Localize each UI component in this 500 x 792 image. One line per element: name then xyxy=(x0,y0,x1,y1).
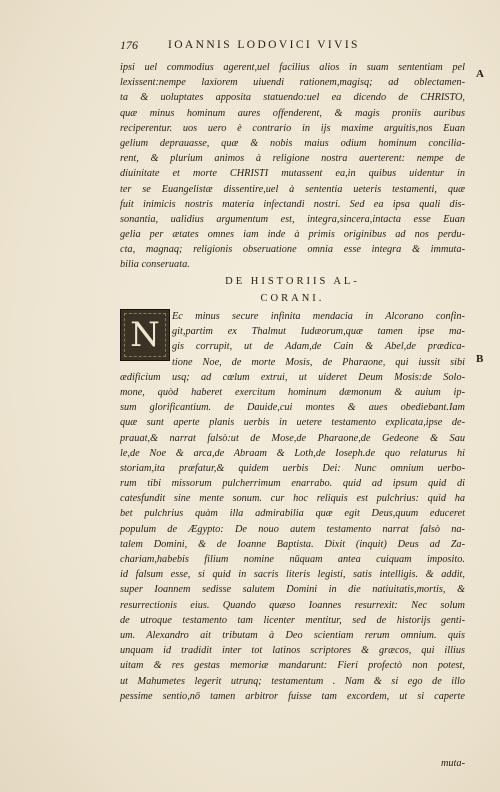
text-line: de utroque testamento tam licenter mentitur, sed de historijs genti- xyxy=(120,614,465,626)
text-line: gelia per ætates omnes iam inde à primis originibus ad nos perdu- xyxy=(120,229,465,241)
catchword: muta- xyxy=(440,758,465,769)
section-heading-line-2: CORANI. xyxy=(260,293,325,304)
text-line: lexissent:nempe laxiorem uiuendi rationem,magisq; ad oblectamen- xyxy=(120,77,465,89)
text-line: tione Noe, de morte Mosis, de Pharaone, qui iussit sibi xyxy=(172,356,465,368)
text-line: ædificium usq; ad cœlum extrui, ut uideret Deum Mosis:de Solo- xyxy=(120,371,465,383)
text-line: storiam,ita præfatur,& quidem uerbis Dei: Nunc omnium uerbo- xyxy=(120,462,465,474)
text-line: git,partim ex Thalmut Iudæorum,quæ tamen ipse ma- xyxy=(172,326,465,338)
running-head: IOANNIS LODOVICI VIVIS xyxy=(168,39,360,51)
text-line: prauat,& narrat falsò:ut de Mose,de Pharaone,de Gedeone & Sau xyxy=(120,432,465,444)
text-line: quæ sunt aperte planis uerbis in uetere testamento explicata,ipse de- xyxy=(120,417,465,429)
text-line: bilia conseruata. xyxy=(120,259,190,271)
text-line: unquam id tradidit inter tot latinos scriptores & græcos, qui illius xyxy=(120,645,465,657)
paragraph-2 xyxy=(120,309,465,704)
text-line: rent, & plurium animos à religione nostra auerterent: nempe de xyxy=(120,153,465,165)
text-line: rum tibi missorum pulcherrimum enarrabo. quid ad ipsum quid di xyxy=(120,478,465,490)
margin-note-b: B xyxy=(476,353,484,365)
text-line: cta, magnaq; religionis obseruatione omnia esse integra & immuta- xyxy=(120,244,465,256)
page-number: 176 xyxy=(120,38,138,52)
text-line: catesfundit sine mente sonum. cur hoc reliquis est pulchrius: quid ha xyxy=(120,493,465,505)
text-line: talem Domini, & de Ioanne Baptista. Dixit (inquit) Deus ad Za- xyxy=(120,538,465,550)
paragraph-1 xyxy=(120,60,465,273)
text-line: chariam,habebis filium nomine nūquam antea cuiquam imposito. xyxy=(120,554,465,565)
text-line: ut Mahumetes legerit utrunq; testamentum . Nam & si ego de illo xyxy=(120,675,465,687)
margin-note-a: A xyxy=(476,68,484,80)
text-line: sum glorificantium. de Dauide,cui montes & aues obediebant.Iam xyxy=(120,402,465,414)
text-line: le,de Noe & arca,de Abraam & Loth,de Ioseph.de quo relaturus hi xyxy=(120,447,465,459)
text-line: mone, quòd haberet exercitum hominum dæmonum & auium ip- xyxy=(120,386,465,398)
text-line: fuit inimicis nostris materia infectandi nostri. Sed ea ipsa quali dis- xyxy=(120,198,465,210)
text-line: sonantia, ualidius argumentum est, integra,sincera,intacta esse Euan xyxy=(120,213,465,225)
text-line: id falsum esse, si quid in sacris literis legisti, satis intelligis. & addit, xyxy=(120,569,465,581)
text-line: Ec minus secure infinita mendacia in Alcorano confin- xyxy=(172,311,465,322)
text-line: gis corrupit, ut de Adam,de Cain & Abel,de prædica- xyxy=(172,341,465,353)
text-line: resurrectionis eius. Quando quæso Ioannes resurrexit: Nec solum xyxy=(120,599,465,611)
text-line: reciperentur. uos uero è contrario in ijs maxime arguitis,nos Euan xyxy=(120,122,465,134)
section-heading-line-1: DE HISTORIIS AL- xyxy=(225,276,360,287)
text-line: ta & uoluptates apposita statuendo:uel ea dicendo de CHRISTO, xyxy=(120,92,465,104)
initial-letter: N xyxy=(130,315,160,355)
text-line: pessime sentio,nō tamen arbitror fuisse tam excordem, ut si caperte xyxy=(120,690,465,702)
text-line: super Ioannem sedisse salutem Domini in die natiuitatis,mortis, & xyxy=(120,584,465,596)
text-line: bet pulchrius quàm illa admirabilia quæ egit Deus,quum educeret xyxy=(120,508,465,520)
text-line: gelium deprauasse, quæ & nobis maius odium hominum concilia- xyxy=(120,137,465,149)
text-line: quæ minus hominum aures offenderent, & magis proniis auribus xyxy=(120,107,465,119)
text-line: ter se Euangelistæ dissentire,uel à sententia ueteris testamenti, quæ xyxy=(120,183,465,195)
page-header xyxy=(120,38,460,56)
text-line: diuinitate et morte CHRISTI mutassent ea,in quibus uidentur in xyxy=(120,168,465,180)
text-line: populum de Ægypto: De nouo autem testamento narrat falsò na- xyxy=(120,523,465,535)
text-line: um. Alexandro ait tributam à Deo scientiam rerum omnium. quis xyxy=(120,629,465,641)
text-line: ipsi uel commodius agerent,uel facilius alios in suam sententiam pel xyxy=(120,62,465,73)
text-line: uitam & res gestas memoriæ mandarunt: Fieri profectò non potest, xyxy=(120,660,465,672)
